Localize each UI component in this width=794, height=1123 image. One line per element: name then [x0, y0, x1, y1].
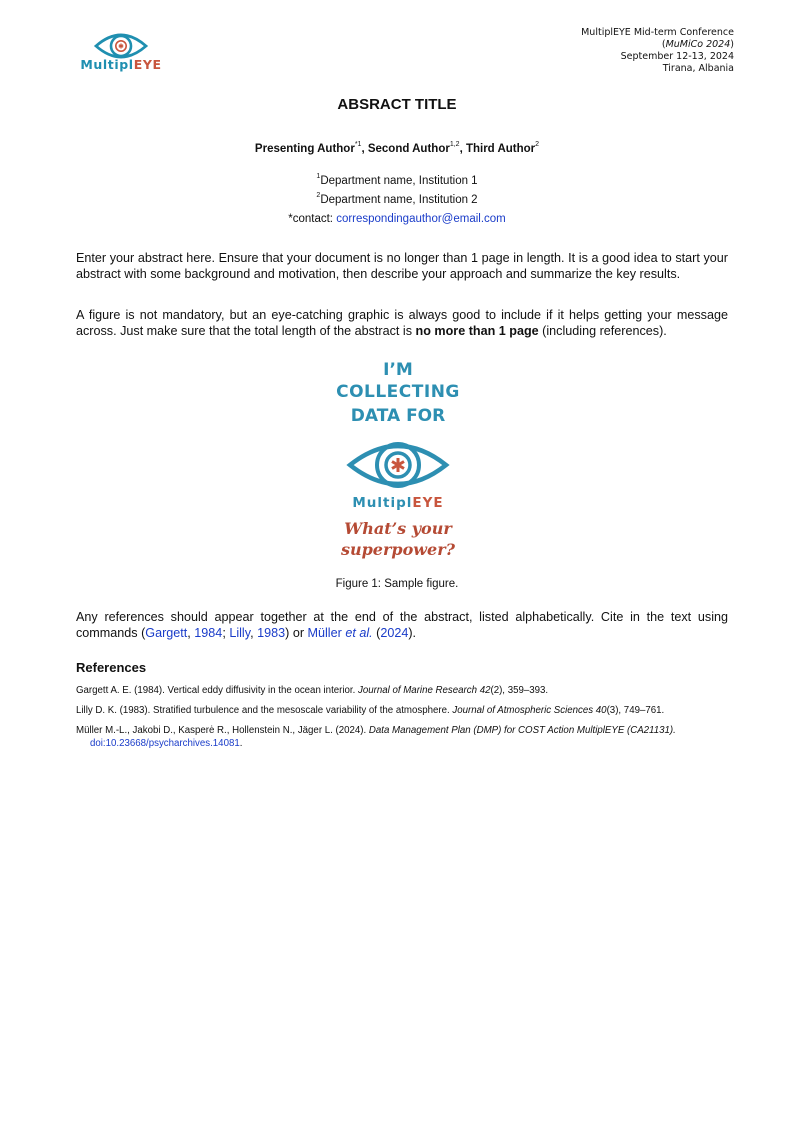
author-1: Presenting Author	[254, 142, 355, 155]
conference-acronym: (MuMiCo 2024)	[661, 39, 734, 50]
reference-doi-link[interactable]: doi:10.23668/psycharchives.14081	[90, 738, 240, 749]
affiliation-2: $^2$Department name, Institution 2	[316, 191, 478, 206]
contact-line: *contact: correspondingauthor@email.com	[288, 213, 506, 225]
citation-lilly-link[interactable]: Lilly	[229, 626, 251, 641]
abstract-paragraph-3: Any references should appear together at the end of the abstract, listed alphabetically. Cite in the text using commands (Gargett, 1984; Lilly, 1983) or Müller et al. (2024).	[76, 610, 728, 641]
contact-email-link[interactable]: correspondingauthor@email.com	[336, 213, 506, 225]
affiliations	[0, 170, 794, 208]
conference-location: Tirana, Albania	[662, 63, 734, 74]
conference-name: MultiplEYE Mid-term Conference	[581, 27, 734, 38]
abstract-paragraph-2: A figure is not mandatory, but an eye-catching graphic is always good to include if it helps getting your message across. Just make sure that the total length of the abstract is no more than 1 page (including references).	[76, 308, 728, 339]
abstract-paragraph-1: Enter your abstract here. Ensure that your document is no longer than 1 page in length. It is a good idea to start your abstract with some background and motivation, then describe your approach and summarize the key results.	[76, 251, 728, 282]
figure-caption: Figure 1: Sample figure.	[335, 578, 459, 590]
author-list: Presenting Author$^{*1}$, Second Author$^{1,2}$, Third Author$^2$	[254, 141, 540, 155]
figure-tagline-1: What’s your	[344, 519, 452, 538]
reference-item: Gargett A. E. (1984). Vertical eddy diffusivity in the ocean interior. Journal of Marine Research 42(2), 359–393.	[76, 685, 549, 696]
citation-muller-year-link[interactable]: 2024	[380, 626, 409, 641]
figure-text-line-2: COLLECTING	[336, 382, 460, 402]
figure-tagline-2: superpower?	[340, 540, 456, 559]
reference-item: Lilly D. K. (1983). Stratified turbulence and the mesoscale variability of the atmosphere. Journal of Atmospheric Sciences 40(3), 749–761.	[76, 705, 665, 716]
citation-lilly-year-link[interactable]: 1983	[257, 626, 286, 641]
author-3: Third Author	[465, 142, 536, 155]
figure-brand-text: MultiplEYE	[352, 495, 444, 511]
references-heading: References	[76, 660, 147, 675]
author-2: Second Author	[367, 142, 450, 155]
citation-muller-link[interactable]: Müller et al.	[307, 626, 373, 641]
affiliation-1: $^1$Department name, Institution 1	[316, 173, 478, 187]
sample-figure	[318, 355, 478, 570]
abstract-title: ABSRACT TITLE	[337, 96, 457, 113]
reference-item: Müller M.-L., Jakobi D., Kasperė R., Hollenstein N., Jäger L. (2024). Data Management Plan (DMP) for COST Action MultiplEYE (CA21131). doi:10.23668/psycharchives.14081.	[76, 725, 676, 749]
citation-gargett-year-link[interactable]: 1984	[194, 626, 223, 641]
figure-text-line-3: DATA FOR	[350, 406, 446, 426]
conference-info	[581, 27, 734, 75]
citation-gargett-link[interactable]: Gargett	[145, 626, 188, 641]
conference-dates: September 12-13, 2024	[620, 51, 734, 62]
logo-wordmark: MultiplEYE	[80, 57, 162, 72]
eye-graphic-icon	[346, 433, 450, 497]
figure-text-line-1: I’M	[383, 360, 413, 380]
